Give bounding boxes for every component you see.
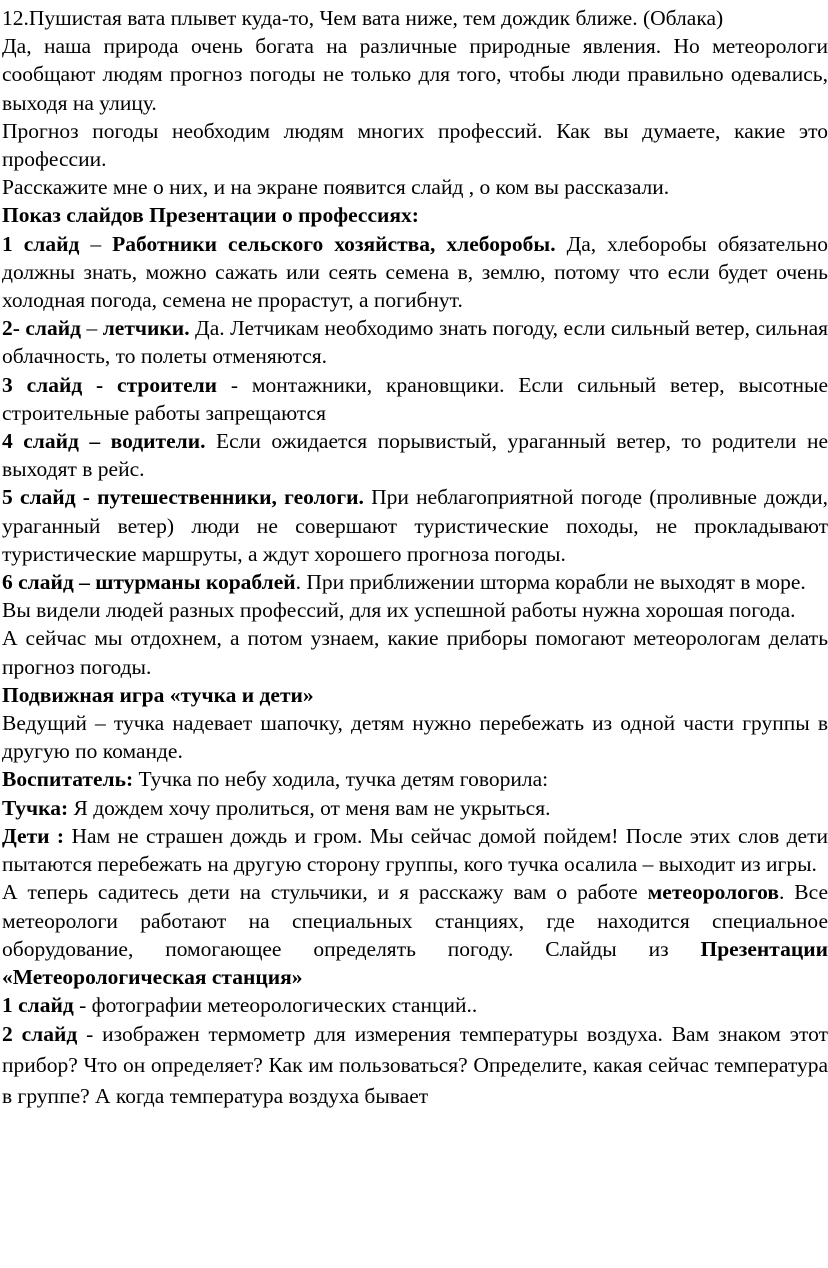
bold-text: Дети :	[2, 823, 65, 848]
paragraph-17	[2, 794, 828, 822]
text: –	[79, 231, 113, 256]
paragraph-13	[2, 624, 828, 680]
text: Тучка по небу ходила, тучка детям говорила:	[133, 767, 549, 792]
paragraph-7	[2, 314, 828, 370]
paragraph-11	[2, 568, 828, 596]
paragraph-18	[2, 822, 828, 878]
text: - монтажники, крановщики. Если сильный ветер, высотные строительные работы запрещаются	[2, 372, 828, 425]
text: Да, наша природа очень богата на различные природные явления. Но метеорологи сообщают людям прогноз погоды не только для того, чтобы люди правильно одевались, выходя на улицу.	[2, 34, 828, 115]
bold-text: 3 слайд - строители	[2, 372, 218, 397]
paragraph-9	[2, 427, 828, 483]
bold-text: 4 слайд – водители.	[2, 429, 206, 454]
bold-text: 5 слайд - путешественники, геологи.	[2, 485, 364, 510]
text: Прогноз погоды необходим людям многих профессий. Как вы думаете, какие это профессии.	[2, 118, 828, 172]
text: 12.Пушистая вата плывет куда-то, Чем вата ниже, тем дождик ближе. (Облака)	[2, 6, 724, 30]
paragraph-5	[2, 201, 828, 229]
bold-text: 1 слайд	[2, 993, 74, 1018]
paragraph-10	[2, 483, 828, 568]
text: - фотографии метеорологических станций..	[73, 993, 478, 1018]
bold-text: Подвижная игра «тучка и дети»	[2, 682, 314, 707]
text: Нам не страшен дождь и гром. Мы сейчас домой пойдем! После этих слов дети пытаются перебежать на другую сторону группы, кого тучка осалила – выходит из игры.	[2, 823, 828, 877]
bold-text: 6 слайд – штурманы кораблей	[2, 570, 296, 595]
text: –	[81, 316, 103, 341]
bold-text: Тучка:	[2, 795, 69, 820]
bold-text: 2- слайд	[2, 316, 82, 341]
text: Да. Летчикам необходимо знать погоду, если сильный ветер, сильная облачность, то полеты отменяются.	[2, 316, 828, 369]
text: При неблагоприятной погоде (проливные дожди, ураганный ветер) люди не совершают туристические походы, не прокладывают туристические маршруты, а ждут хорошего прогноза погоды.	[2, 485, 828, 566]
text: . Все метеорологи работают на специальных станциях, где находится специальное оборудование, помогающее определять погоду. Слайды из	[2, 880, 828, 961]
paragraph-19	[2, 878, 828, 991]
text: Ведущий – тучка надевает шапочку, детям нужно перебежать из одной части группы в другую по команде.	[2, 711, 828, 764]
paragraph-2	[2, 32, 828, 117]
bold-text: Презентации «Метеорологическая станция»	[2, 936, 828, 989]
text: Если ожидается порывистый, ураганный ветер, то родители не выходят в рейс.	[2, 429, 828, 482]
paragraph-3	[2, 117, 828, 173]
paragraph-4	[2, 173, 828, 201]
paragraph-12	[2, 596, 828, 624]
text: . При приближении шторма корабли не выходят в море.	[295, 570, 806, 595]
paragraph-16	[2, 765, 828, 793]
text: - изображен термометр для измерения температуры воздуха. Вам знаком этот прибор? Что он определяет? Как им пользоваться? Определите, какая сейчас температура в группе? А когда температура воздуха бывает	[2, 1022, 828, 1109]
text: А сейчас мы отдохнем, а потом узнаем, какие приборы помогают метеорологам делать прогноз погоды.	[2, 626, 828, 679]
bold-text: Воспитатель:	[2, 767, 134, 792]
text: А теперь садитесь дети на стульчики, и я расскажу вам о работе	[2, 880, 648, 905]
bold-text: Показ слайдов Презентации о профессиях:	[2, 203, 419, 228]
text: Вы видели людей разных профессий, для их успешной работы нужна хорошая погода.	[2, 598, 796, 623]
text: Расскажите мне о них, и на экране появится слайд , о ком вы рассказали.	[2, 175, 670, 200]
bold-text: 2 слайд	[2, 1022, 78, 1047]
paragraph-1	[2, 4, 828, 32]
paragraph-8	[2, 371, 828, 427]
paragraph-20	[2, 991, 828, 1019]
bold-text: метеорологов	[647, 880, 779, 905]
bold-text: летчики.	[102, 316, 190, 341]
paragraph-15	[2, 709, 828, 765]
text: Да, хлеборобы обязательно должны знать, можно сажать или сеять семена в, землю, потому что если будет очень холодная погода, семена не прорастут, а погибнут.	[2, 231, 828, 313]
bold-text: 1 слайд	[2, 231, 80, 256]
paragraph-21	[2, 1019, 828, 1112]
paragraph-6	[2, 230, 828, 315]
bold-text: Работники сельского хозяйства, хлеборобы.	[112, 231, 556, 256]
paragraph-14	[2, 681, 828, 709]
text: Я дождем хочу пролиться, от меня вам не укрыться.	[68, 795, 551, 820]
